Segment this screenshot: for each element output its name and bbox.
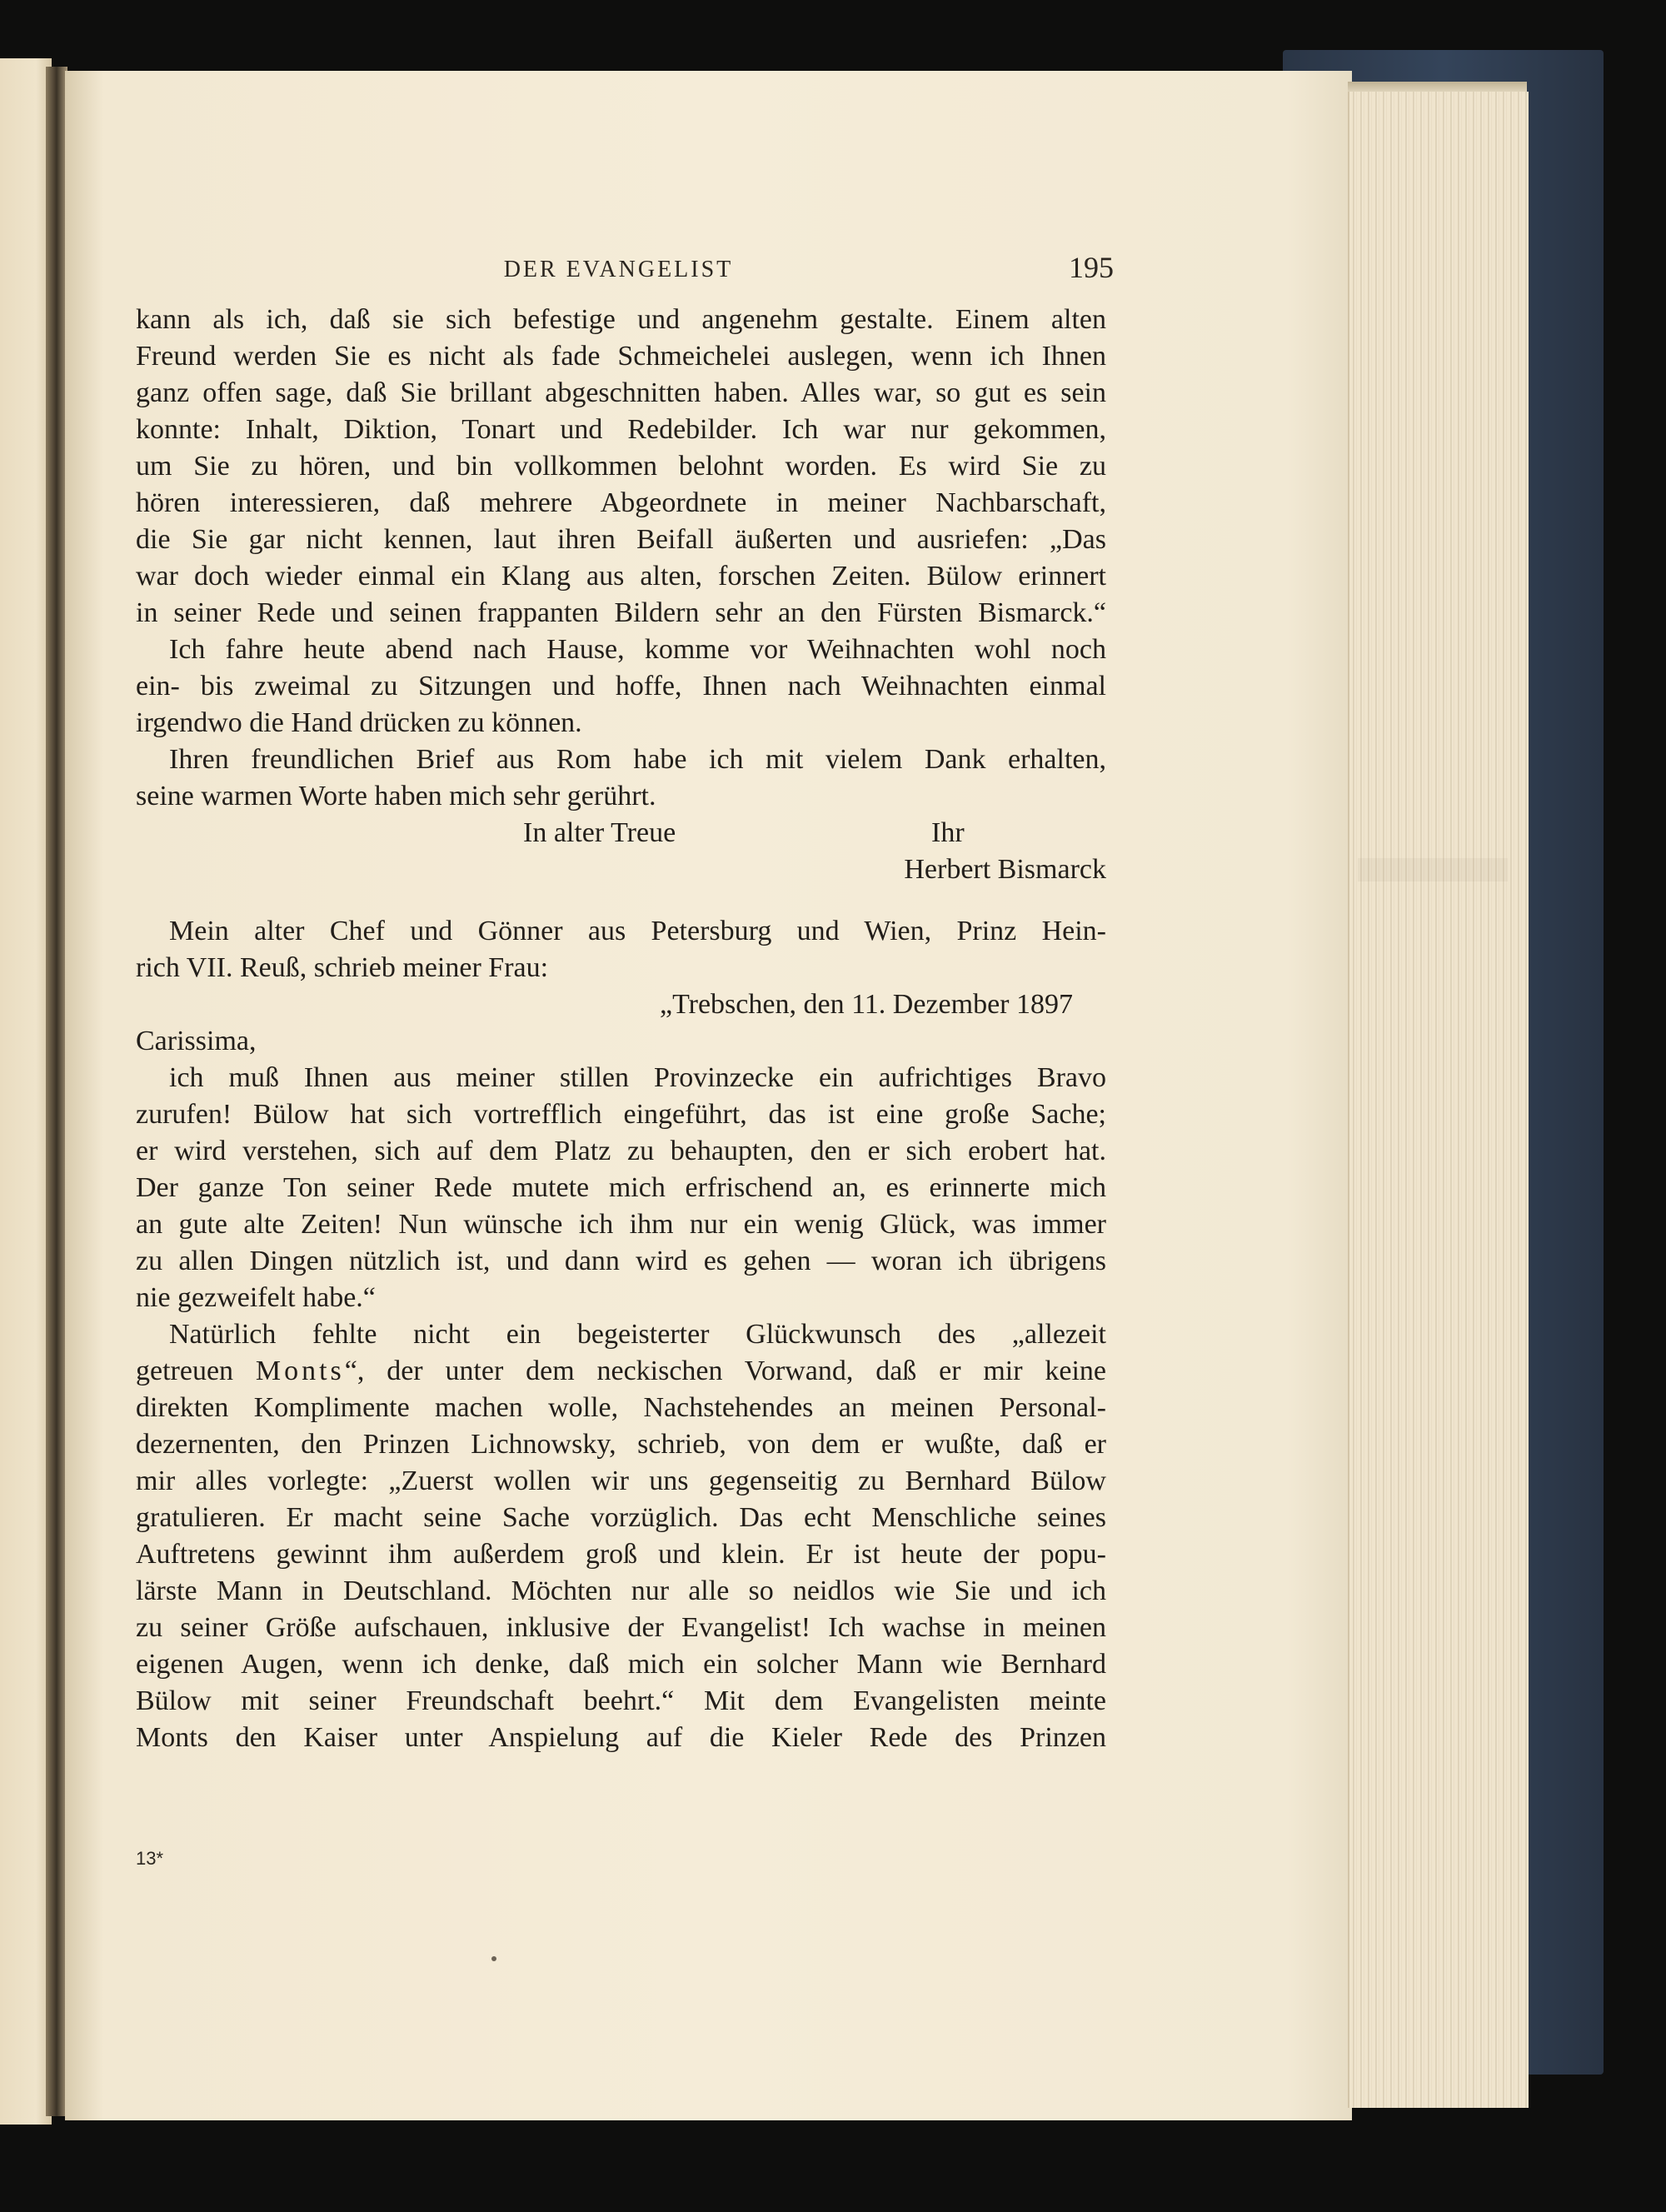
text-line: Der ganze Ton seiner Rede mutete mich erfrischend an, es erinnerte mich [136, 1172, 1106, 1203]
text-line: kann als ich, daß sie sich befestige und angenehm gestalte. Einem alten [136, 304, 1106, 335]
chapter-title: DER EVANGELIST [503, 257, 734, 282]
text-line: Natürlich fehlte nicht ein begeisterter Glückwunsch des „allezeit [169, 1319, 1106, 1350]
text-line: Ich fahre heute abend nach Hause, komme vor Weihnachten wohl noch [169, 634, 1106, 665]
page-edges [1348, 92, 1529, 2108]
text-line: um Sie zu hören, und bin vollkommen belohnt worden. Es wird Sie zu [136, 451, 1106, 482]
printer-signature-mark: 13* [136, 1848, 164, 1869]
letter-dateline: „Trebschen, den 11. Dezember 1897 [659, 989, 1073, 1020]
text-line: an gute alte Zeiten! Nun wünsche ich ihm nur ein wenig Glück, was immer [136, 1209, 1106, 1240]
text-line: Freund werden Sie es nicht als fade Schmeichelei auslegen, wenn ich Ihnen [136, 341, 1106, 372]
text-line: Bülow mit seiner Freundschaft beehrt.“ Mit dem Evangelisten meinte [136, 1685, 1106, 1716]
text-line: konnte: Inhalt, Diktion, Tonart und Redebilder. Ich war nur gekommen, [136, 414, 1106, 445]
text-line: rich VII. Reuß, schrieb meiner Frau: [136, 952, 549, 983]
left-page-edge [0, 58, 52, 2125]
text-line: zu allen Dingen nützlich ist, und dann wird es gehen — woran ich übrigens [136, 1246, 1106, 1276]
text-line: die Sie gar nicht kennen, laut ihren Beifall äußerten und ausriefen: „Das [136, 524, 1106, 555]
text-line: eigenen Augen, wenn ich denke, daß mich ein solcher Mann wie Bernhard [136, 1649, 1106, 1680]
running-head [125, 250, 1112, 292]
spaced-name: Monts [255, 1356, 345, 1386]
text-line: Auftretens gewinnt ihm außerdem groß und klein. Er ist heute der popu- [136, 1539, 1106, 1570]
text-line: gratulieren. Er macht seine Sache vorzüglich. Das echt Menschliche seines [136, 1502, 1106, 1533]
page-number: 195 [1069, 251, 1114, 284]
text-line: zurufen! Bülow hat sich vortrefflich eingeführt, das ist eine große Sache; [136, 1099, 1106, 1130]
letter-salutation: Carissima, [136, 1026, 257, 1056]
text-line: direkten Komplimente machen wolle, Nachstehendes an meinen Personal- [136, 1392, 1106, 1423]
text-line: dezernenten, den Prinzen Lichnowsky, schrieb, von dem er wußte, daß er [136, 1429, 1106, 1460]
body-text [136, 302, 1106, 1756]
text-line: ganz offen sage, daß Sie brillant abgeschnitten haben. Alles war, so gut es sein [136, 377, 1106, 408]
text-fragment: getreuen [136, 1356, 234, 1386]
text-line [136, 1353, 1106, 1390]
text-line: lärste Mann in Deutschland. Möchten nur alle so neidlos wie Sie und ich [136, 1575, 1106, 1606]
page-edge-shadow [1358, 858, 1508, 881]
closing-line [136, 815, 1106, 851]
text-line: seine warmen Worte haben mich sehr gerührt. [136, 781, 656, 811]
text-line: er wird verstehen, sich auf dem Platz zu behaupten, den er sich erobert hat. [136, 1136, 1106, 1166]
text-line: ich muß Ihnen aus meiner stillen Provinzecke ein aufrichtiges Bravo [169, 1062, 1106, 1093]
closing-salutation: In alter Treue [523, 817, 676, 848]
text-line: mir alles vorlegte: „Zuerst wollen wir uns gegenseitig zu Bernhard Bülow [136, 1466, 1106, 1496]
text-line: Monts den Kaiser unter Anspielung auf die Kieler Rede des Prinzen [136, 1722, 1106, 1753]
letter-signature: Herbert Bismarck [904, 854, 1106, 885]
text-line: Ihren freundlichen Brief aus Rom habe ich mit vielem Dank erhalten, [169, 744, 1106, 775]
paper-speck [491, 1956, 496, 1961]
text-line: in seiner Rede und seinen frappanten Bildern sehr an den Fürsten Bismarck.“ [136, 597, 1106, 628]
closing-ihr: Ihr [931, 817, 965, 848]
spacer [136, 888, 1106, 913]
text-line: war doch wieder einmal ein Klang aus alten, forschen Zeiten. Bülow erinnert [136, 561, 1106, 592]
text-line: hören interessieren, daß mehrere Abgeordnete in meiner Nachbarschaft, [136, 487, 1106, 518]
text-line: zu seiner Größe aufschauen, inklusive der Evangelist! Ich wachse in meinen [136, 1612, 1106, 1643]
text-line: irgendwo die Hand drücken zu können. [136, 707, 582, 738]
text-line: ein- bis zweimal zu Sitzungen und hoffe, Ihnen nach Weihnachten einmal [136, 671, 1106, 702]
text-line: Mein alter Chef und Gönner aus Petersburg und Wien, Prinz Hein- [169, 916, 1106, 946]
text-line: nie gezweifelt habe.“ [136, 1282, 376, 1313]
text-fragment: “, der unter dem neckischen Vorwand, daß er mir keine [344, 1356, 1107, 1386]
